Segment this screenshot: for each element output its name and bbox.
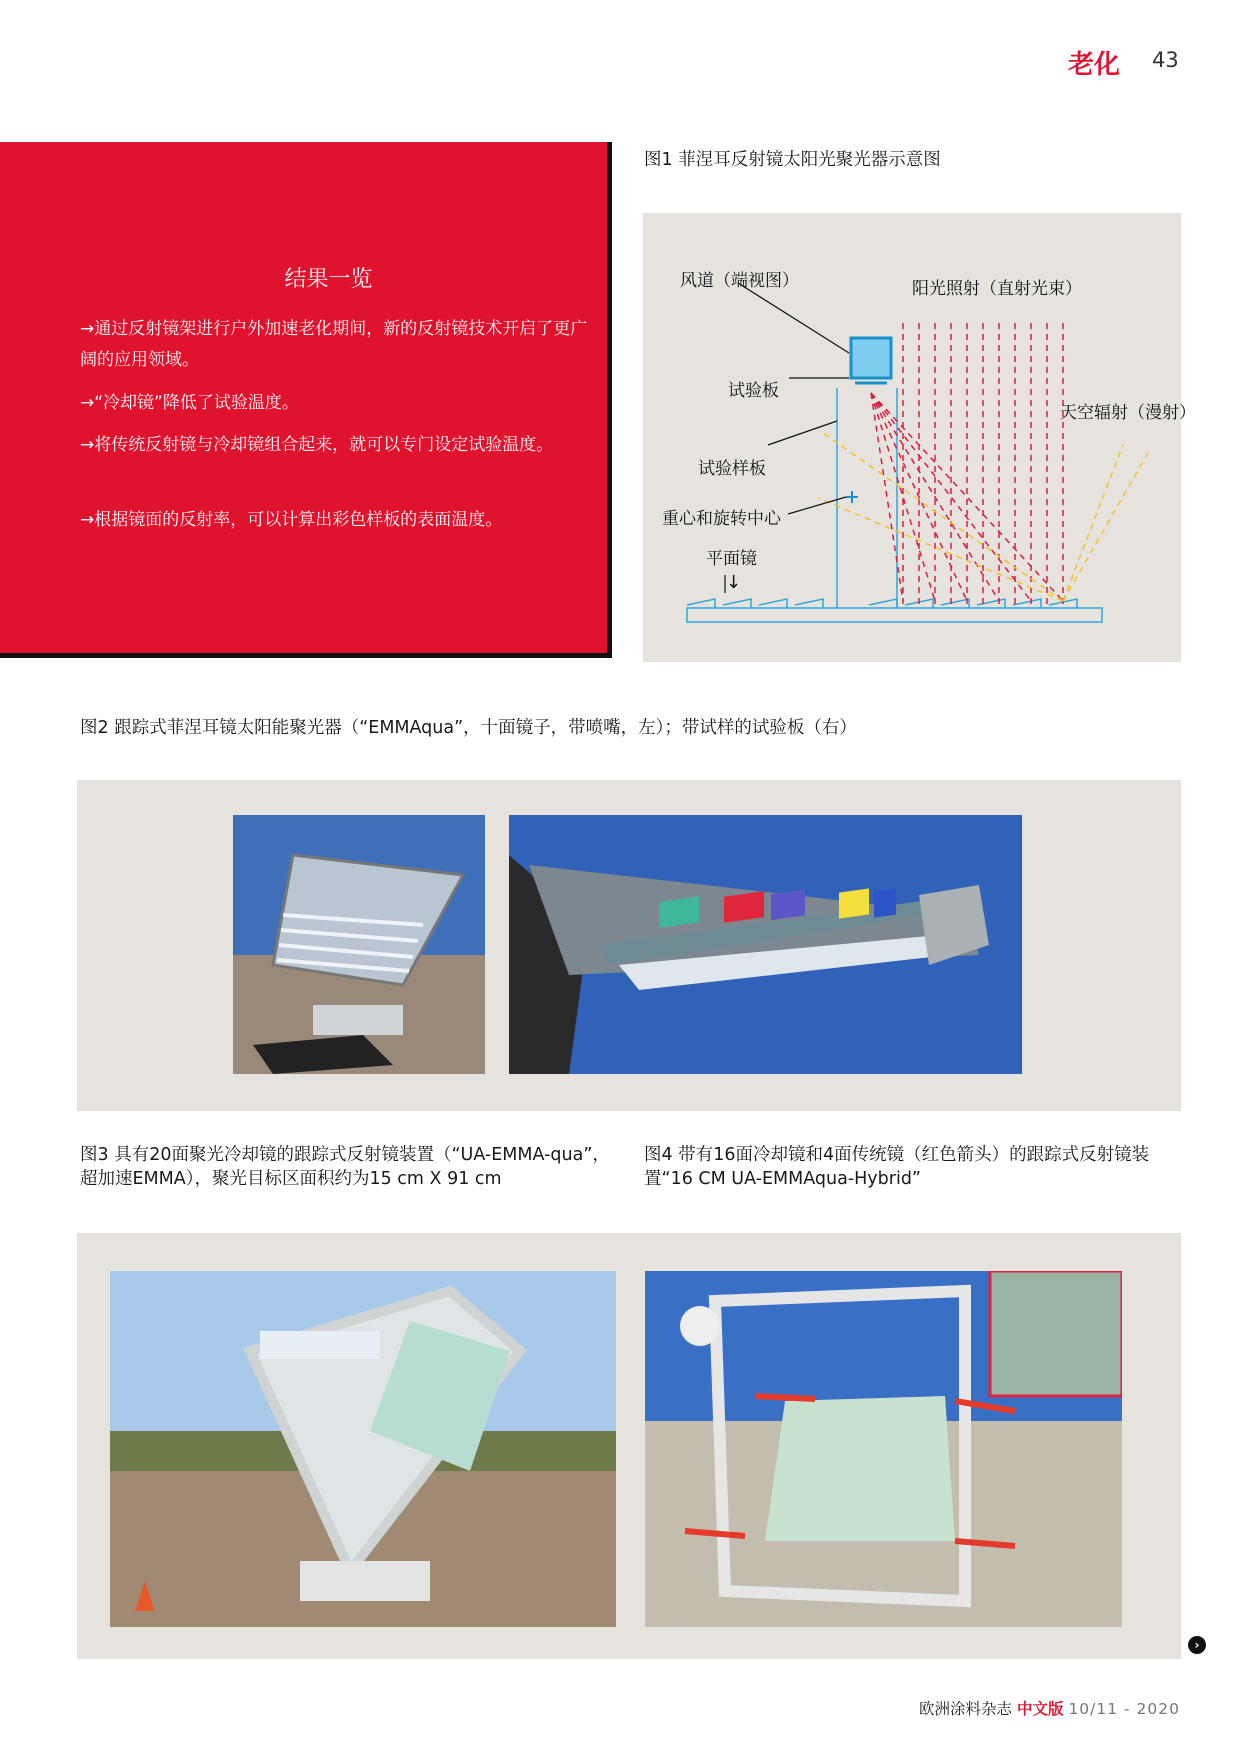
figure2-caption: 图2 跟踪式菲涅耳镜太阳能聚光器（“EMMAqua”，十面镜子，带喷嘴，左）；带试样的试验板（右） (80, 718, 857, 738)
test-panel-photo (509, 815, 1022, 1074)
hybrid-photo (645, 1271, 1122, 1627)
label-flat-mirror: 平面镜 (706, 549, 757, 569)
footer (880, 1697, 1180, 1719)
wind-tunnel-box (851, 338, 891, 378)
label-test-sample-panel: 试验样板 (698, 459, 766, 479)
label-test-panel: 试验板 (728, 381, 779, 401)
figure3-caption: 图3 具有20面聚光冷却镜的跟踪式反射镜装置（“UA-EMMA-qua”，超加速EMMA），聚光目标区面积约为15 cm X 91 cm (80, 1145, 610, 1189)
figure4-caption: 图4 带有16面冷却镜和4面传统镜（红色箭头）的跟踪式反射镜装置“16 CM UA-EMMAqua-Hybrid” (644, 1145, 1150, 1189)
page-number: 43 (1152, 48, 1179, 72)
label-sky-radiation: 天空辐射（漫射） (1060, 403, 1196, 423)
emmaqua-photo (233, 815, 485, 1074)
footer-issue: 10/11 - 2020 (1068, 1700, 1180, 1718)
pointer-lines (725, 283, 849, 593)
footer-edition: 中文版 (1016, 1700, 1064, 1718)
summary-item: →根据镜面的反射率，可以计算出彩色样板的表面温度。 (80, 510, 503, 530)
label-center: 重心和旋转中心 (662, 509, 781, 529)
footer-magazine: 欧洲涂料杂志 (919, 1700, 1013, 1718)
flat-mirrors (687, 599, 1077, 608)
figure1-caption: 图1 菲涅耳反射镜太阳光聚光器示意图 (644, 150, 941, 170)
mirror-base (687, 608, 1102, 622)
summary-title: 结果一览 (284, 267, 373, 292)
ua-emmaqua-photo (110, 1271, 616, 1627)
label-wind-tunnel: 风道（端视图） (680, 271, 799, 291)
arrow-down-icon: ↓ (726, 572, 742, 593)
summary-item: →通过反射镜架进行户外加速老化期间，新的反射镜技术开启了更广阔的应用领域。 (80, 319, 588, 370)
summary-item: →将传统反射镜与冷却镜组合起来，就可以专门设定试验温度。 (80, 435, 554, 455)
section-title: 老化 (1068, 50, 1121, 80)
chevron-right-icon[interactable]: › (1188, 1636, 1206, 1654)
summary-item: →“冷却镜”降低了试验温度。 (80, 393, 299, 413)
label-sunlight: 阳光照射（直射光束） (912, 279, 1082, 299)
